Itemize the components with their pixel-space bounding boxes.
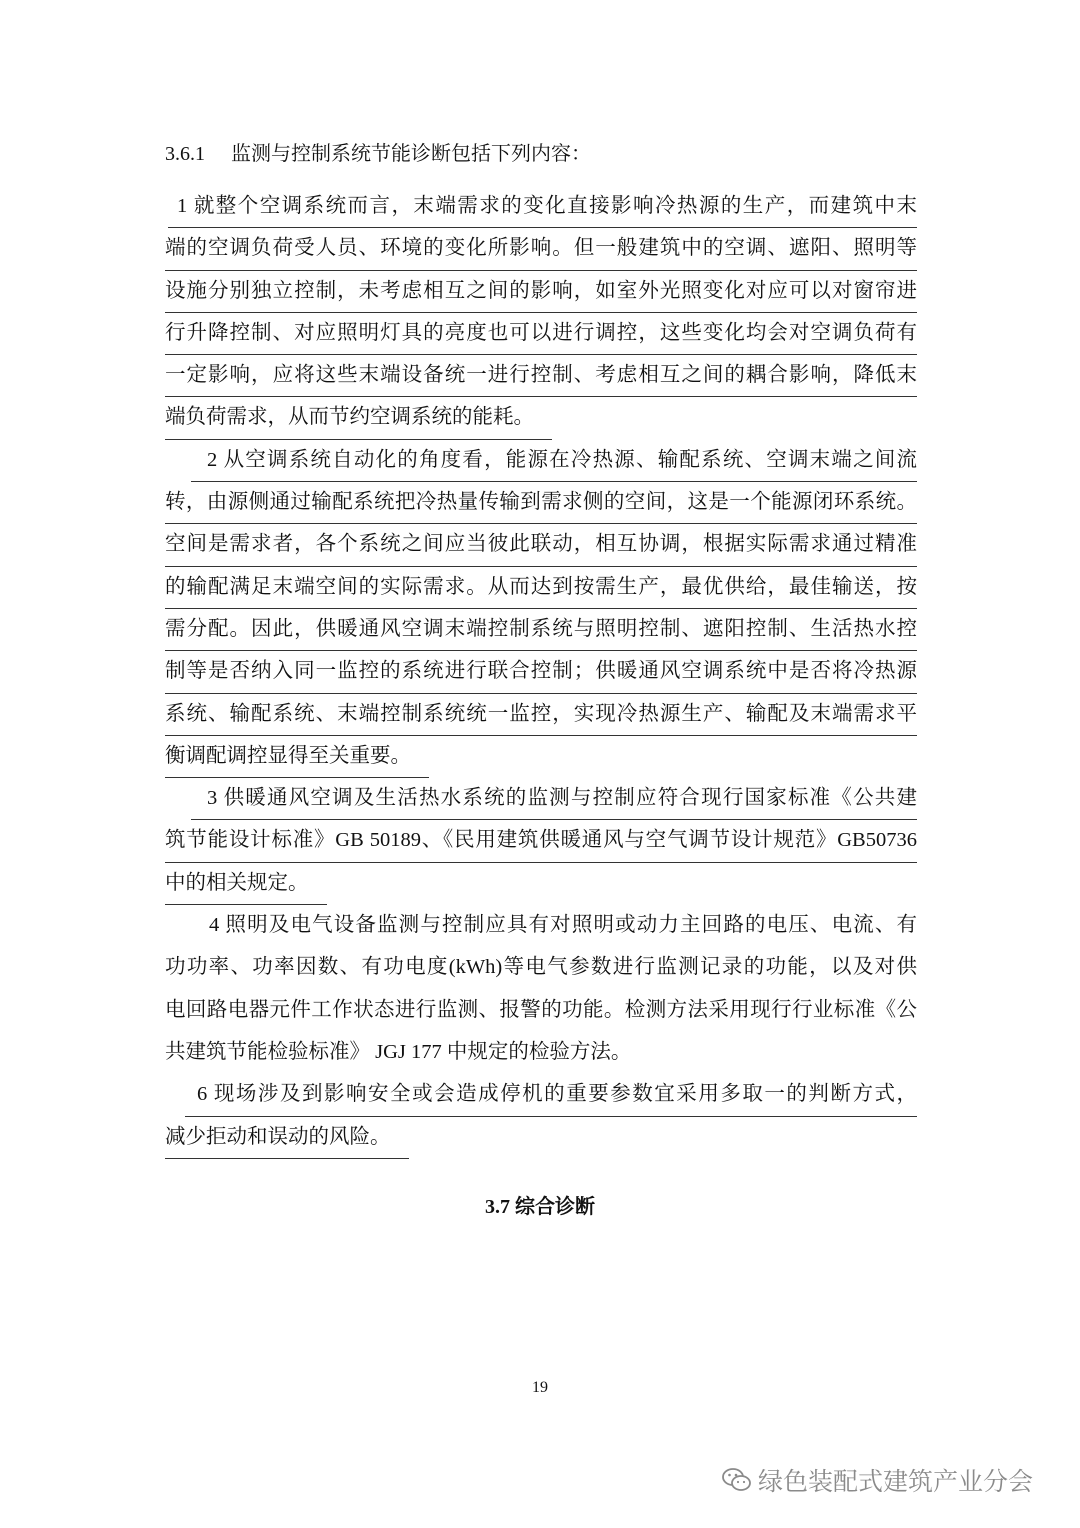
paragraph-1 — [165, 186, 917, 440]
text-line: 空间是需求者，各个系统之间应当彼此联动，相互协调，根据实际需求通过精准 — [165, 524, 917, 566]
text-line: 端的空调负荷受人员、环境的变化所影响。但一般建筑中的空调、遮阳、照明等 — [165, 228, 917, 270]
section-number: 3.6.1 — [165, 143, 205, 165]
text-line — [165, 863, 327, 905]
text-line: 转，由源侧通过输配系统把冷热量传输到需求侧的空间，这是一个能源闭环系统。 — [165, 482, 917, 524]
paragraph-6 — [165, 1074, 917, 1159]
text-line: 共建筑节能检验标准》 JGJ 177 中规定的检验方法。 — [165, 1040, 632, 1063]
section-heading-3-6-1 — [165, 134, 917, 174]
text-line: 6 现场涉及到影响安全或会造成停机的重要参数宜采用多取一的判断方式， — [185, 1074, 917, 1116]
text-line: 行升降控制、对应照明灯具的亮度也可以进行调控，这些变化均会对空调负荷有 — [165, 313, 917, 355]
text-line-content: 衡调配调控显得至关重要。 — [165, 744, 411, 767]
text-line-content: 减少拒动和误动的风险。 — [165, 1125, 391, 1148]
text-line-content: 中的相关规定。 — [165, 871, 309, 894]
text-line: 系统、输配系统、末端控制系统统一监控，实现冷热源生产、输配及末端需求平 — [165, 694, 917, 736]
watermark — [722, 1462, 1033, 1498]
text-line — [165, 1117, 409, 1159]
text-line: 设施分别独立控制，未考虑相互之间的影响，如室外光照变化对应可以对窗帘进 — [165, 271, 917, 313]
text-line-content: 端负荷需求，从而节约空调系统的能耗。 — [165, 406, 534, 429]
paragraph-3 — [165, 778, 917, 905]
paragraph-2 — [165, 440, 917, 778]
wechat-icon — [722, 1467, 752, 1493]
text-line — [165, 397, 552, 439]
text-line: 3 供暖通风空调及生活热水系统的监测与控制应符合现行国家标准《公共建 — [191, 778, 917, 820]
section-heading-3-7: 3.7 综合诊断 — [485, 1196, 595, 1218]
section-title: 监测与控制系统节能诊断包括下列内容： — [231, 143, 591, 165]
document-body — [165, 134, 917, 1159]
text-line: 需分配。因此，供暖通风空调末端控制系统与照明控制、遮阳控制、生活热水控 — [165, 609, 917, 651]
text-line: 2 从空调系统自动化的角度看，能源在冷热源、输配系统、空调末端之间流 — [191, 440, 917, 482]
text-line: 电回路电器元件工作状态进行监测、报警的功能。检测方法采用现行行业标准《公 — [165, 998, 917, 1021]
text-line: 4 照明及电气设备监测与控制应具有对照明或动力主回路的电压、电流、有 — [209, 914, 917, 937]
watermark-text: 绿色装配式建筑产业分会 — [758, 1467, 1034, 1496]
text-line: 1 就整个空调系统而言，末端需求的变化直接影响冷热源的生产，而建筑中末 — [168, 186, 917, 228]
page-number: 19 — [532, 1379, 548, 1396]
text-line: 制等是否纳入同一监控的系统进行联合控制；供暖通风空调系统中是否将冷热源 — [165, 651, 917, 693]
text-line: 的输配满足末端空间的实际需求。从而达到按需生产，最优供给，最佳输送，按 — [165, 567, 917, 609]
text-line: 筑节能设计标准》GB 50189、《民用建筑供暖通风与空气调节设计规范》GB50736 — [165, 820, 917, 862]
text-line: 一定影响，应将这些末端设备统一进行控制、考虑相互之间的耦合影响，降低末 — [165, 355, 917, 397]
paragraph-4 — [165, 905, 917, 1074]
text-line: 功功率、功率因数、有功电度(kWh)等电气参数进行监测记录的功能，以及对供 — [165, 956, 917, 979]
text-line — [165, 736, 429, 778]
